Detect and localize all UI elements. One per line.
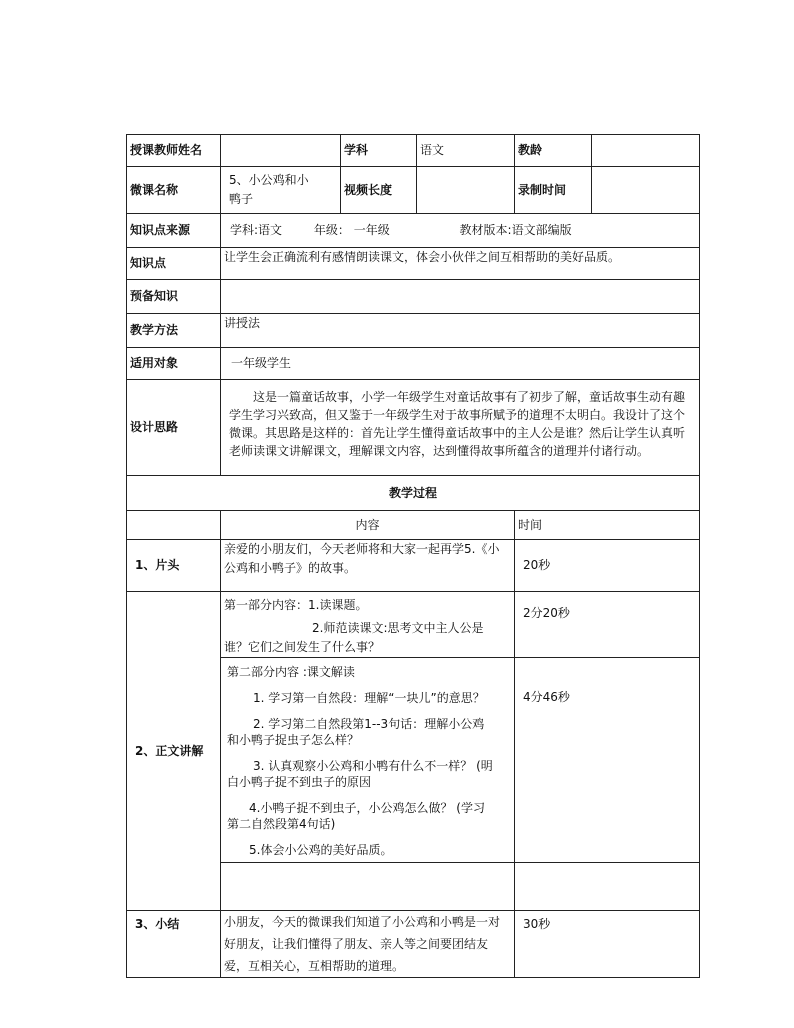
audience-value: 一年级学生 (221, 348, 700, 380)
s3-time: 30秒 (515, 911, 700, 978)
teaching-age-value (592, 135, 700, 167)
record-time-value (592, 167, 700, 214)
knowledge-label: 知识点 (127, 248, 221, 280)
s2-part1-line2: 2.师范读课文:思考文中主人公是谁？它们之间发生了什么事？ (224, 621, 484, 654)
audience-label: 适用对象 (127, 348, 221, 380)
s2-part2-item: 1. 学习第一自然段：理解“一块儿”的意思？ (253, 691, 485, 705)
s2-part2-time: 4分46秒 (515, 658, 700, 863)
prereq-label: 预备知识 (127, 280, 221, 314)
process-col-content: 内容 (221, 511, 515, 540)
video-length-label: 视频长度 (341, 167, 417, 214)
source-value (221, 214, 700, 248)
row-s1 (127, 540, 700, 592)
row-process-title (127, 476, 700, 511)
s2-part2-item: 4.小鸭子捉不到虫子，小公鸡怎么做？ (学习第二自然段第4句话) (227, 801, 485, 831)
subject-value: 语文 (417, 135, 515, 167)
process-header-empty (127, 511, 221, 540)
s2-part2-item: 2. 学习第二自然段第1--3句话：理解小公鸡和小鸭子捉虫子怎么样？ (227, 717, 485, 747)
lesson-plan-table (126, 134, 700, 978)
source-label: 知识点来源 (127, 214, 221, 248)
method-label: 教学方法 (127, 314, 221, 348)
s2-part1-time: 2分20秒 (515, 592, 700, 658)
row-lesson-name (127, 167, 700, 214)
row-audience (127, 348, 700, 380)
process-title: 教学过程 (127, 476, 700, 511)
source-edition: 教材版本:语文部编版 (459, 223, 572, 237)
row-s2-part1 (127, 592, 700, 658)
s1-label: 1、片头 (127, 540, 221, 592)
s2-part2-item: 5.体会小公鸡的美好品质。 (249, 843, 393, 857)
teacher-label: 授课教师姓名 (127, 135, 221, 167)
s2-part1-content (221, 592, 515, 658)
row-prereq (127, 280, 700, 314)
process-col-time: 时间 (515, 511, 700, 540)
row-teacher (127, 135, 700, 167)
prereq-value (221, 280, 700, 314)
row-method (127, 314, 700, 348)
s2-part2-title: 第二部分内容 :课文解读 (227, 665, 355, 679)
s2-part2-item: 3. 认真观察小公鸡和小鸭有什么不一样？ (明白小鸭子捉不到虫子的原因 (227, 759, 493, 789)
row-design (127, 380, 700, 476)
s2-empty-content (221, 863, 515, 911)
s3-content: 小朋友，今天的微课我们知道了小公鸡和小鸭是一对好朋友，让我们懂得了朋友、亲人等之间要团结友爱，互相关心，互相帮助的道理。 (221, 911, 515, 978)
row-knowledge (127, 248, 700, 280)
teaching-age-label: 教龄 (515, 135, 592, 167)
row-s3 (127, 911, 700, 978)
s1-content: 亲爱的小朋友们，今天老师将和大家一起再学5.《小公鸡和小鸭子》的故事。 (221, 540, 515, 592)
lesson-name-value: 5、小公鸡和小鸭子 (221, 167, 341, 214)
source-subject: 学科:语文 (230, 223, 283, 237)
s2-label: 2、正文讲解 (127, 592, 221, 911)
video-length-value (417, 167, 515, 214)
s3-label: 3、小结 (127, 911, 221, 978)
s1-time: 20秒 (515, 540, 700, 592)
record-time-label: 录制时间 (515, 167, 592, 214)
subject-label: 学科 (341, 135, 417, 167)
s2-part1-line1: 第一部分内容：1.读课题。 (224, 598, 368, 612)
teacher-value (221, 135, 341, 167)
design-value: 这是一篇童话故事，小学一年级学生对童话故事有了初步了解，童话故事生动有趣学生学习兴致高，但又鉴于一年级学生对于故事所赋予的道理不太明白。我设计了这个微课。其思路是这样的：首先让学生懂得童话故事中的主人公是谁？然后让学生认真听老师读课文讲解课文，理解课文内容，达到懂得故事所蕴含的道理并付诸行动。 (221, 380, 700, 476)
row-process-header (127, 511, 700, 540)
method-value: 讲授法 (221, 314, 700, 348)
s2-part2-content (221, 658, 515, 863)
row-source (127, 214, 700, 248)
knowledge-value: 让学生会正确流利有感情朗读课文，体会小伙伴之间互相帮助的美好品质。 (221, 248, 700, 280)
lesson-name-label: 微课名称 (127, 167, 221, 214)
s2-empty-time (515, 863, 700, 911)
design-label: 设计思路 (127, 380, 221, 476)
source-grade: 年级： 一年级 (313, 223, 390, 237)
